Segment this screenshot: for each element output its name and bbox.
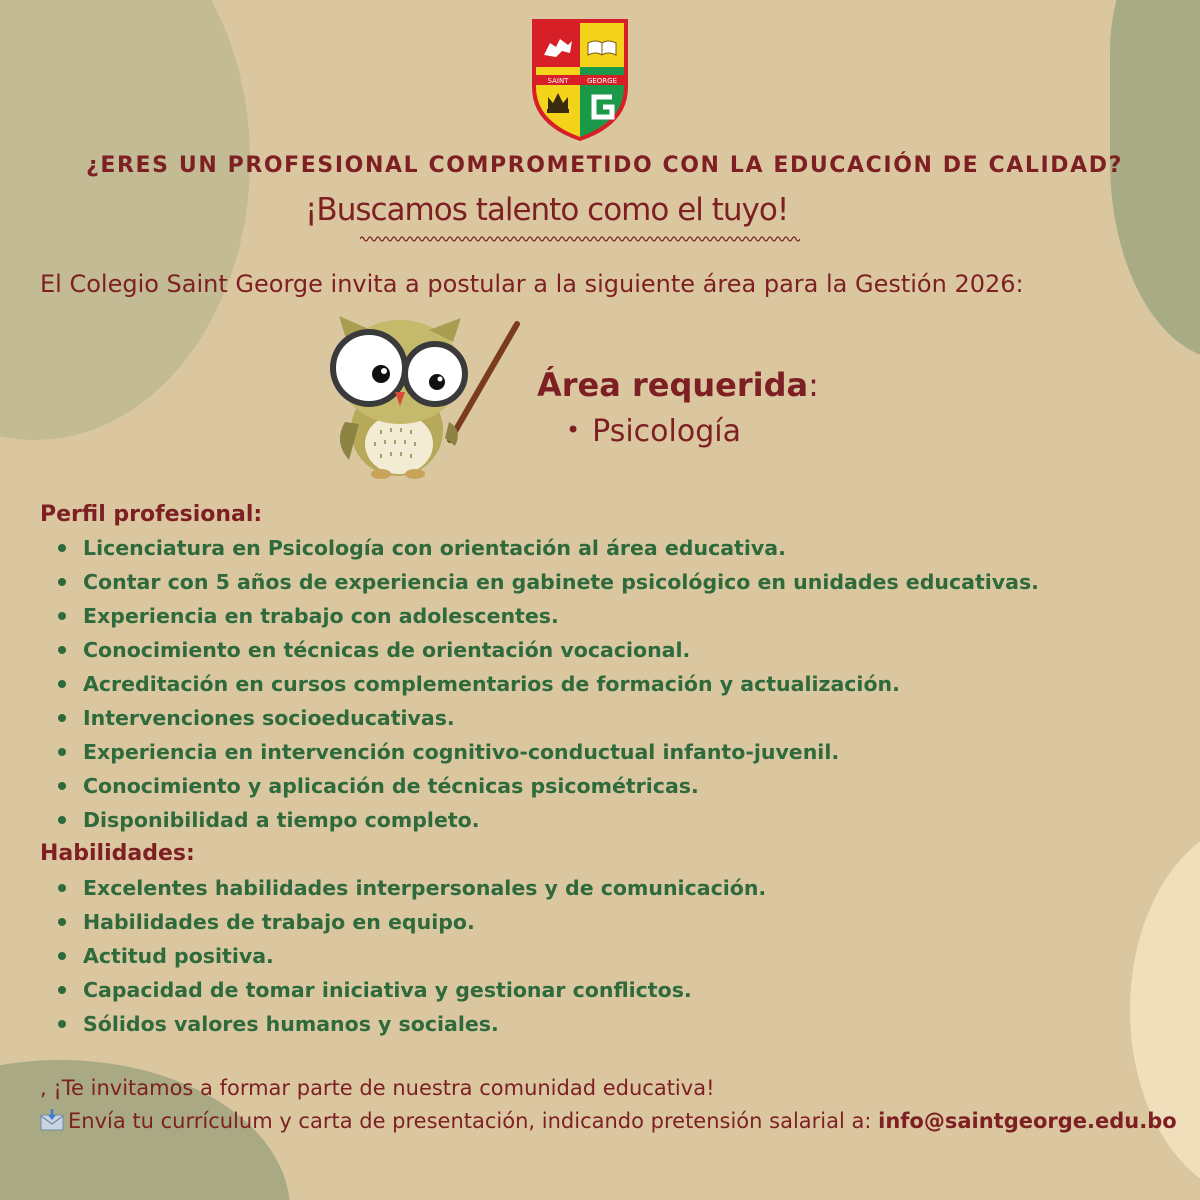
habilidades-title: Habilidades: [40, 841, 195, 866]
perfil-item: Licenciatura en Psicología con orientación al área educativa. [58, 531, 1039, 565]
logo-text-right: GEORGE [586, 77, 618, 85]
subheadline: ¡Buscamos talento como el tuyo! [305, 192, 789, 228]
logo-text-left: SAINT [547, 77, 569, 85]
habilidad-item: Excelentes habilidades interpersonales y de comunicación. [58, 871, 766, 905]
area-list [566, 414, 741, 449]
contact-line [40, 1109, 1177, 1133]
contact-text: Envía tu currículum y carta de presentación, indicando pretensión salarial a: [68, 1109, 879, 1133]
area-title [537, 366, 819, 404]
habilidad-item: Actitud positiva. [58, 939, 766, 973]
perfil-item: Acreditación en cursos complementarios de formación y actualización. [58, 667, 1039, 701]
perfil-item: Conocimiento en técnicas de orientación vocacional. [58, 633, 1039, 667]
decor-blob-top-left [0, 0, 250, 440]
perfil-item: Intervenciones socioeducativas. [58, 701, 1039, 735]
habilidad-item: Sólidos valores humanos y sociales. [58, 1007, 766, 1041]
headline: ¿ERES UN PROFESIONAL COMPROMETIDO CON LA EDUCACIÓN DE CALIDAD? [86, 153, 1124, 178]
perfil-item: Contar con 5 años de experiencia en gabinete psicológico en unidades educativas. [58, 565, 1039, 599]
perfil-title: Perfil profesional: [40, 502, 263, 527]
closing-text: , ¡Te invitamos a formar parte de nuestra comunidad educativa! [40, 1076, 715, 1100]
perfil-list [58, 531, 1039, 837]
decor-blob-bottom-right [1130, 820, 1200, 1200]
habilidad-item: Habilidades de trabajo en equipo. [58, 905, 766, 939]
decor-blob-top-right [1110, 0, 1200, 360]
school-logo [530, 17, 630, 141]
perfil-item: Experiencia en trabajo con adolescentes. [58, 599, 1039, 633]
perfil-item: Experiencia en intervención cognitivo-conductual infanto-juvenil. [58, 735, 1039, 769]
area-title-text: Área requerida [537, 366, 809, 404]
contact-email-link[interactable]: info@saintgeorge.edu.bo [878, 1109, 1177, 1133]
decorative-underline [360, 235, 800, 243]
perfil-item: Disponibilidad a tiempo completo. [58, 803, 1039, 837]
area-title-colon: : [808, 366, 819, 404]
habilidad-item: Capacidad de tomar iniciativa y gestionar conflictos. [58, 973, 766, 1007]
envelope-download-icon [40, 1109, 64, 1131]
habilidades-list [58, 871, 766, 1041]
perfil-item: Conocimiento y aplicación de técnicas psicométricas. [58, 769, 1039, 803]
area-item: • Psicología [566, 414, 741, 449]
intro-text: El Colegio Saint George invita a postular a la siguiente área para la Gestión 2026: [40, 270, 1024, 298]
owl-teacher-illustration [325, 312, 530, 482]
